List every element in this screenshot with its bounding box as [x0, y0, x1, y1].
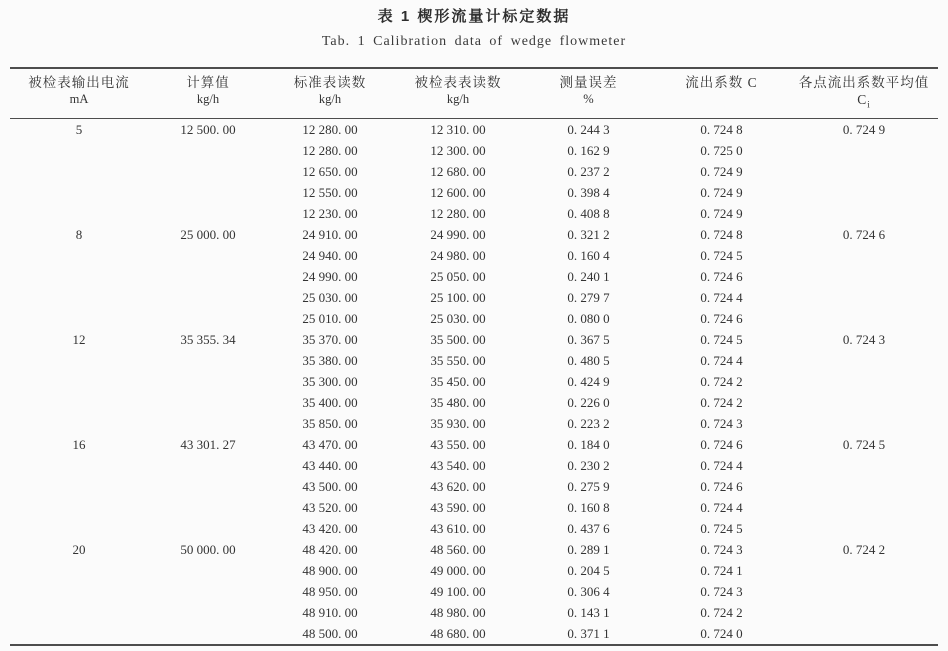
- cell-tested-reading: 35 480. 00: [430, 394, 486, 410]
- cell-discharge-coefficient: 0. 724 4: [700, 499, 743, 515]
- cell-standard-reading: 48 500. 00: [302, 625, 358, 641]
- header-row: [10, 68, 938, 118]
- column-header-average-coefficient: [790, 68, 938, 118]
- table-row: [10, 518, 938, 539]
- cell-calculated-value: 35 355. 34: [180, 331, 236, 347]
- table-row: [10, 539, 938, 560]
- cell-average-coefficient: 0. 724 5: [842, 436, 886, 452]
- cell-standard-reading: 24 940. 00: [302, 247, 358, 263]
- cell-output-current: [10, 308, 148, 329]
- cell-discharge-coefficient: 0. 724 5: [700, 331, 743, 347]
- cell-discharge-coefficient: 0. 724 9: [700, 184, 743, 200]
- cell-output-current: [10, 518, 148, 539]
- cell-output-current: [10, 602, 148, 623]
- cell-output-current: [10, 140, 148, 161]
- cell-tested-reading: 43 590. 00: [430, 499, 486, 515]
- cell-calculated-value: [148, 497, 268, 518]
- cell-average-coefficient: [790, 476, 938, 497]
- calibration-data-table: [10, 67, 938, 646]
- cell-discharge-coefficient: 0. 724 5: [700, 520, 743, 536]
- cell-output-current: [10, 581, 148, 602]
- table-row: [10, 245, 938, 266]
- table-row: [10, 623, 938, 645]
- cell-measurement-error: 0. 279 7: [567, 289, 610, 305]
- cell-average-coefficient: [790, 245, 938, 266]
- cell-discharge-coefficient: 0. 724 9: [700, 205, 743, 221]
- table-row: [10, 560, 938, 581]
- cell-average-coefficient: 0. 724 3: [842, 331, 886, 347]
- cell-output-current: [10, 371, 148, 392]
- cell-output-current: 16: [72, 436, 86, 452]
- cell-measurement-error: 0. 244 3: [567, 121, 610, 137]
- header-label: 测量误差: [559, 75, 618, 90]
- header-label: 计算值: [186, 75, 230, 90]
- cell-average-coefficient: [790, 266, 938, 287]
- cell-average-coefficient: [790, 602, 938, 623]
- cell-average-coefficient: [790, 560, 938, 581]
- coefficient-subscript: i: [867, 99, 871, 110]
- cell-standard-reading: 12 230. 00: [302, 205, 358, 221]
- cell-standard-reading: 43 420. 00: [302, 520, 358, 536]
- cell-output-current: 5: [75, 121, 83, 137]
- cell-average-coefficient: 0. 724 9: [842, 121, 886, 137]
- cell-calculated-value: [148, 413, 268, 434]
- cell-output-current: [10, 560, 148, 581]
- cell-average-coefficient: [790, 455, 938, 476]
- cell-measurement-error: 0. 437 6: [567, 520, 610, 536]
- cell-tested-reading: 35 450. 00: [430, 373, 486, 389]
- header-label-text: 各点流出系数平均值 C: [798, 75, 930, 107]
- cell-tested-reading: 35 550. 00: [430, 352, 486, 368]
- cell-standard-reading: 12 650. 00: [302, 163, 358, 179]
- table-row: [10, 224, 938, 245]
- cell-average-coefficient: 0. 724 6: [842, 226, 886, 242]
- cell-measurement-error: 0. 226 0: [567, 394, 610, 410]
- cell-tested-reading: 48 560. 00: [430, 541, 486, 557]
- table-row: [10, 266, 938, 287]
- header-label: [790, 74, 938, 114]
- cell-calculated-value: 25 000. 00: [180, 226, 236, 242]
- cell-measurement-error: 0. 162 9: [567, 142, 610, 158]
- header-unit: mA: [69, 92, 89, 106]
- cell-standard-reading: 35 300. 00: [302, 373, 358, 389]
- cell-discharge-coefficient: 0. 724 4: [700, 289, 743, 305]
- cell-discharge-coefficient: 0. 724 1: [700, 562, 743, 578]
- cell-output-current: 8: [75, 226, 83, 242]
- cell-tested-reading: 12 600. 00: [430, 184, 486, 200]
- cell-output-current: [10, 161, 148, 182]
- cell-tested-reading: 43 610. 00: [430, 520, 486, 536]
- column-header-tested-reading: [392, 68, 524, 118]
- cell-calculated-value: [148, 308, 268, 329]
- cell-measurement-error: 0. 184 0: [567, 436, 610, 452]
- cell-discharge-coefficient: 0. 724 6: [700, 436, 743, 452]
- cell-calculated-value: [148, 623, 268, 645]
- cell-calculated-value: [148, 455, 268, 476]
- cell-calculated-value: [148, 476, 268, 497]
- cell-calculated-value: [148, 602, 268, 623]
- cell-output-current: [10, 476, 148, 497]
- cell-measurement-error: 0. 306 4: [567, 583, 610, 599]
- cell-calculated-value: [148, 287, 268, 308]
- column-header-discharge-coefficient: [653, 68, 790, 118]
- cell-average-coefficient: [790, 203, 938, 224]
- cell-calculated-value: [148, 350, 268, 371]
- column-header-standard-reading: [268, 68, 392, 118]
- cell-standard-reading: 12 280. 00: [302, 121, 358, 137]
- cell-average-coefficient: 0. 724 2: [842, 541, 886, 557]
- cell-output-current: [10, 497, 148, 518]
- cell-average-coefficient: [790, 392, 938, 413]
- table-row: [10, 329, 938, 350]
- cell-average-coefficient: [790, 518, 938, 539]
- cell-tested-reading: 12 300. 00: [430, 142, 486, 158]
- cell-measurement-error: 0. 321 2: [567, 226, 610, 242]
- cell-measurement-error: 0. 398 4: [567, 184, 610, 200]
- cell-calculated-value: [148, 560, 268, 581]
- cell-standard-reading: 35 400. 00: [302, 394, 358, 410]
- cell-measurement-error: 0. 160 8: [567, 499, 610, 515]
- cell-output-current: [10, 245, 148, 266]
- table-title-english: Tab. 1 Calibration data of wedge flowmeter: [321, 34, 627, 49]
- cell-standard-reading: 24 990. 00: [302, 268, 358, 284]
- cell-average-coefficient: [790, 308, 938, 329]
- cell-tested-reading: 35 500. 00: [430, 331, 486, 347]
- cell-average-coefficient: [790, 497, 938, 518]
- table-row: [10, 308, 938, 329]
- cell-average-coefficient: [790, 140, 938, 161]
- cell-output-current: [10, 392, 148, 413]
- table-title-chinese: 表 1 楔形流量计标定数据: [377, 8, 571, 25]
- header-unit: kg/h: [318, 92, 342, 106]
- table-row: [10, 371, 938, 392]
- cell-measurement-error: 0. 371 1: [567, 625, 610, 641]
- cell-discharge-coefficient: 0. 724 4: [700, 352, 743, 368]
- cell-calculated-value: [148, 182, 268, 203]
- cell-output-current: 12: [72, 331, 86, 347]
- cell-output-current: 20: [72, 541, 86, 557]
- cell-calculated-value: [148, 371, 268, 392]
- table-row: [10, 118, 938, 140]
- header-unit: kg/h: [446, 92, 470, 106]
- table-row: [10, 287, 938, 308]
- cell-tested-reading: 12 310. 00: [430, 121, 486, 137]
- table-row: [10, 203, 938, 224]
- cell-discharge-coefficient: 0. 724 4: [700, 457, 743, 473]
- table-row: [10, 434, 938, 455]
- cell-average-coefficient: [790, 350, 938, 371]
- cell-standard-reading: 35 850. 00: [302, 415, 358, 431]
- cell-standard-reading: 43 500. 00: [302, 478, 358, 494]
- cell-discharge-coefficient: 0. 724 6: [700, 268, 743, 284]
- cell-measurement-error: 0. 480 5: [567, 352, 610, 368]
- cell-tested-reading: 24 990. 00: [430, 226, 486, 242]
- cell-tested-reading: 49 000. 00: [430, 562, 486, 578]
- table-row: [10, 350, 938, 371]
- cell-discharge-coefficient: 0. 724 3: [700, 583, 743, 599]
- cell-discharge-coefficient: 0. 724 2: [700, 394, 743, 410]
- cell-average-coefficient: [790, 287, 938, 308]
- cell-output-current: [10, 623, 148, 645]
- cell-measurement-error: 0. 230 2: [567, 457, 610, 473]
- cell-calculated-value: [148, 392, 268, 413]
- cell-discharge-coefficient: 0. 724 8: [700, 226, 743, 242]
- cell-discharge-coefficient: 0. 724 5: [700, 247, 743, 263]
- cell-calculated-value: [148, 161, 268, 182]
- cell-tested-reading: 12 280. 00: [430, 205, 486, 221]
- cell-discharge-coefficient: 0. 724 0: [700, 625, 743, 641]
- cell-calculated-value: [148, 245, 268, 266]
- cell-calculated-value: 43 301. 27: [180, 436, 236, 452]
- table-row: [10, 182, 938, 203]
- cell-measurement-error: 0. 367 5: [567, 331, 610, 347]
- table-row: [10, 392, 938, 413]
- cell-standard-reading: 43 440. 00: [302, 457, 358, 473]
- header-label: 被检表表读数: [414, 75, 502, 90]
- cell-average-coefficient: [790, 623, 938, 645]
- cell-average-coefficient: [790, 161, 938, 182]
- cell-standard-reading: 12 550. 00: [302, 184, 358, 200]
- cell-calculated-value: [148, 203, 268, 224]
- header-label: 被检表输出电流: [28, 75, 130, 90]
- cell-calculated-value: 50 000. 00: [180, 541, 236, 557]
- cell-measurement-error: 0. 408 8: [567, 205, 610, 221]
- cell-measurement-error: 0. 143 1: [567, 604, 610, 620]
- cell-average-coefficient: [790, 371, 938, 392]
- table-row: [10, 161, 938, 182]
- cell-standard-reading: 25 030. 00: [302, 289, 358, 305]
- cell-average-coefficient: [790, 581, 938, 602]
- cell-tested-reading: 12 680. 00: [430, 163, 486, 179]
- cell-tested-reading: 49 100. 00: [430, 583, 486, 599]
- cell-output-current: [10, 266, 148, 287]
- cell-discharge-coefficient: 0. 724 3: [700, 415, 743, 431]
- header-label: 标准表读数: [293, 75, 367, 90]
- table-row: [10, 413, 938, 434]
- table-row: [10, 455, 938, 476]
- cell-tested-reading: 24 980. 00: [430, 247, 486, 263]
- cell-discharge-coefficient: 0. 724 2: [700, 373, 743, 389]
- cell-standard-reading: 43 520. 00: [302, 499, 358, 515]
- cell-tested-reading: 43 550. 00: [430, 436, 486, 452]
- cell-standard-reading: 43 470. 00: [302, 436, 358, 452]
- cell-output-current: [10, 350, 148, 371]
- cell-discharge-coefficient: 0. 724 8: [700, 121, 743, 137]
- cell-discharge-coefficient: 0. 724 6: [700, 310, 743, 326]
- cell-calculated-value: [148, 581, 268, 602]
- column-header-output-current: [10, 68, 148, 118]
- cell-tested-reading: 43 620. 00: [430, 478, 486, 494]
- cell-measurement-error: 0. 289 1: [567, 541, 610, 557]
- header-label: 流出系数 C: [685, 75, 758, 90]
- header-unit: kg/h: [196, 92, 220, 106]
- cell-output-current: [10, 182, 148, 203]
- cell-measurement-error: 0. 204 5: [567, 562, 610, 578]
- cell-standard-reading: 35 380. 00: [302, 352, 358, 368]
- cell-tested-reading: 43 540. 00: [430, 457, 486, 473]
- cell-discharge-coefficient: 0. 724 6: [700, 478, 743, 494]
- cell-standard-reading: 35 370. 00: [302, 331, 358, 347]
- cell-discharge-coefficient: 0. 724 3: [700, 541, 743, 557]
- table-row: [10, 602, 938, 623]
- cell-calculated-value: 12 500. 00: [180, 121, 236, 137]
- cell-output-current: [10, 413, 148, 434]
- cell-measurement-error: 0. 237 2: [567, 163, 610, 179]
- cell-standard-reading: 12 280. 00: [302, 142, 358, 158]
- cell-output-current: [10, 203, 148, 224]
- cell-tested-reading: 48 680. 00: [430, 625, 486, 641]
- cell-measurement-error: 0. 080 0: [567, 310, 610, 326]
- cell-discharge-coefficient: 0. 725 0: [700, 142, 743, 158]
- cell-measurement-error: 0. 240 1: [567, 268, 610, 284]
- cell-average-coefficient: [790, 413, 938, 434]
- cell-calculated-value: [148, 518, 268, 539]
- cell-standard-reading: 24 910. 00: [302, 226, 358, 242]
- cell-tested-reading: 25 100. 00: [430, 289, 486, 305]
- table-row: [10, 140, 938, 161]
- cell-measurement-error: 0. 275 9: [567, 478, 610, 494]
- cell-calculated-value: [148, 140, 268, 161]
- cell-discharge-coefficient: 0. 724 2: [700, 604, 743, 620]
- column-header-calculated-value: [148, 68, 268, 118]
- cell-measurement-error: 0. 160 4: [567, 247, 610, 263]
- cell-output-current: [10, 287, 148, 308]
- cell-average-coefficient: [790, 182, 938, 203]
- cell-tested-reading: 35 930. 00: [430, 415, 486, 431]
- cell-discharge-coefficient: 0. 724 9: [700, 163, 743, 179]
- cell-standard-reading: 48 900. 00: [302, 562, 358, 578]
- header-unit: %: [583, 92, 594, 106]
- cell-output-current: [10, 455, 148, 476]
- cell-standard-reading: 48 910. 00: [302, 604, 358, 620]
- cell-tested-reading: 25 030. 00: [430, 310, 486, 326]
- table-row: [10, 497, 938, 518]
- cell-standard-reading: 48 420. 00: [302, 541, 358, 557]
- cell-measurement-error: 0. 424 9: [567, 373, 610, 389]
- cell-calculated-value: [148, 266, 268, 287]
- cell-tested-reading: 48 980. 00: [430, 604, 486, 620]
- cell-measurement-error: 0. 223 2: [567, 415, 610, 431]
- table-row: [10, 581, 938, 602]
- cell-standard-reading: 48 950. 00: [302, 583, 358, 599]
- column-header-measurement-error: [524, 68, 653, 118]
- cell-standard-reading: 25 010. 00: [302, 310, 358, 326]
- table-row: [10, 476, 938, 497]
- cell-tested-reading: 25 050. 00: [430, 268, 486, 284]
